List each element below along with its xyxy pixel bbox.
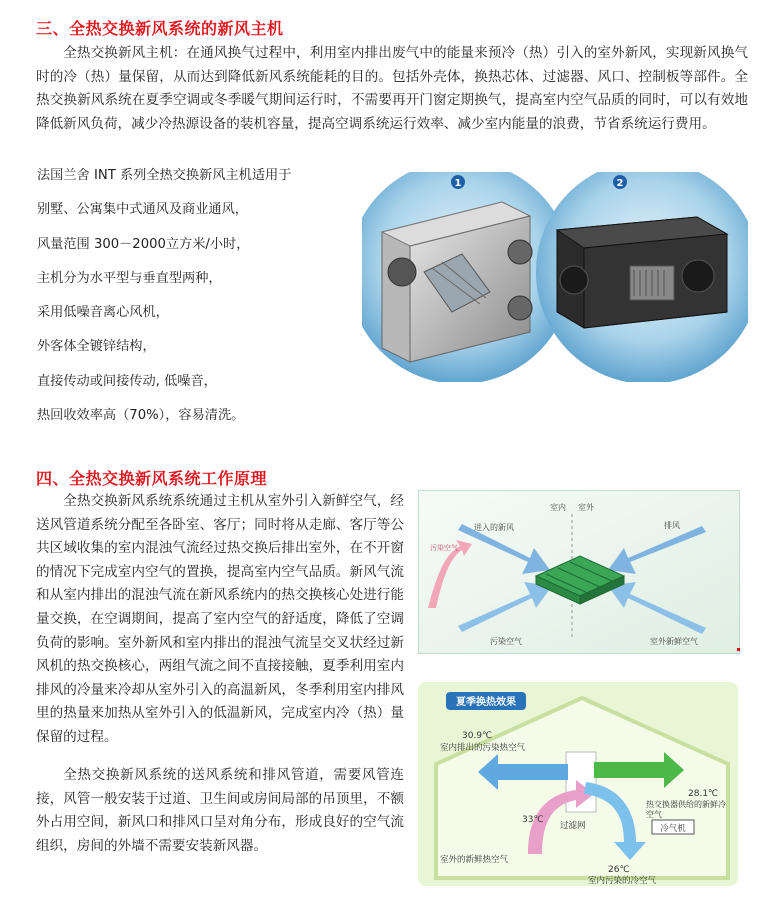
temp2: 28.1℃ <box>688 789 719 799</box>
label-indoor: 室内 <box>550 503 566 512</box>
feature-item: 风量范围 300－2000立方米/小时， <box>37 236 250 252</box>
temp4: 26℃ <box>608 865 630 875</box>
badge-2: 2 <box>616 178 624 189</box>
ac-label: 冷气机 <box>660 824 686 834</box>
label1: 室内排出的污染热空气 <box>440 743 526 753</box>
section4-paragraph-1: 全热交换新风系统系统通过主机从室外引入新鲜空气，经送风管道系统分配至各卧室、客厅；同时将从走廊、客厅等公共区域收集的室内混浊气流经过热交换后排出室外，在不开窗的情况下完成室内空气的置换，提高室内空气品质。新风气流和从室内排出的混浊气流在新风系统内的热交换核心处进行能量交换，在空调期间，提高了室内空气的舒适度，降低了空调负荷的影响。室外新风和室内排出的混浊气流呈交叉状经过新风机的热交换核心，两组气流之间不直接接触，夏季利用室内排风的冷量来冷却从室外引入的高温新风，冬季利用室内排风里的热量来加热从室外引入的低温新风，完成室内冷（热）量保留的过程。 <box>36 493 404 745</box>
feature-item: 直接传动或间接传动, 低噪音， <box>37 373 217 389</box>
label-outdoor: 室外 <box>578 503 594 512</box>
red-dot <box>737 648 740 651</box>
section4-heading: 四、全热交换新风系统工作原理 <box>36 469 268 488</box>
summer-heat-exchange-diagram <box>418 682 738 886</box>
temp3: 33℃ <box>522 815 544 825</box>
feature-item: 外客体全镀锌结构， <box>37 339 156 355</box>
product-image <box>362 172 748 382</box>
label-polluted: 污染空气 <box>490 637 522 646</box>
diagram2-title: 夏季换热效果 <box>456 697 516 708</box>
feature-item: 法国兰舍 INT 系列全热交换新风主机适用于 <box>37 168 292 183</box>
feature-item: 主机分为水平型与垂直型两种， <box>37 270 222 286</box>
label-supply-in: 进入的新风 <box>474 523 514 532</box>
feature-list <box>37 166 362 440</box>
section3-paragraph: 全热交换新风主机：在通风换气过程中，利用室内排出废气中的能量来预冷（热）引入的室外新风，实现新风换气时的冷（热）量保留，从而达到降低新风系统能耗的目的。包括外壳体，换热芯体、过滤器、风口、控制板等部件。全热交换新风系统在夏季空调或冬季暖气期间运行时，不需要再开门窗定期换气，提高室内空气品质的同时，可以有效地降低新风负荷，减少冷热源设备的装机容量，提高空调系统运行效率、减少室内能量的浪费，节省系统运行费用。 <box>36 45 748 132</box>
label-fresh-out: 室外新鲜空气 <box>650 637 698 646</box>
badge-1: 1 <box>454 178 462 189</box>
filter-label: 过滤网 <box>560 821 586 831</box>
label-side: 污染空气 <box>430 544 458 552</box>
label4: 室内污染的冷空气 <box>588 876 657 886</box>
feature-item: 采用低噪音离心风机， <box>37 305 169 321</box>
label2: 热交换器供给的新鲜冷空气 <box>646 800 726 819</box>
section3-heading: 三、全热交换新风系统的新风主机 <box>36 19 284 38</box>
section4-paragraph-2: 全热交换新风系统的送风系统和排风管道，需要风管连接，风管一般安装于过道、卫生间或房间局部的吊顶里，不额外占用空间，新风口和排风口呈对角分布，形成良好的空气流组织，房间的外墙不需要安装新风器。 <box>36 767 404 854</box>
label-exhaust: 排风 <box>664 521 680 530</box>
temp1: 30.9℃ <box>462 731 493 741</box>
heat-exchange-core-diagram <box>418 490 740 654</box>
feature-item: 别墅、公寓集中式通风及商业通风， <box>37 202 248 218</box>
label3: 室外的新鲜热空气 <box>440 855 509 865</box>
feature-item: 热回收效率高（70%），容易清洗。 <box>37 408 245 424</box>
